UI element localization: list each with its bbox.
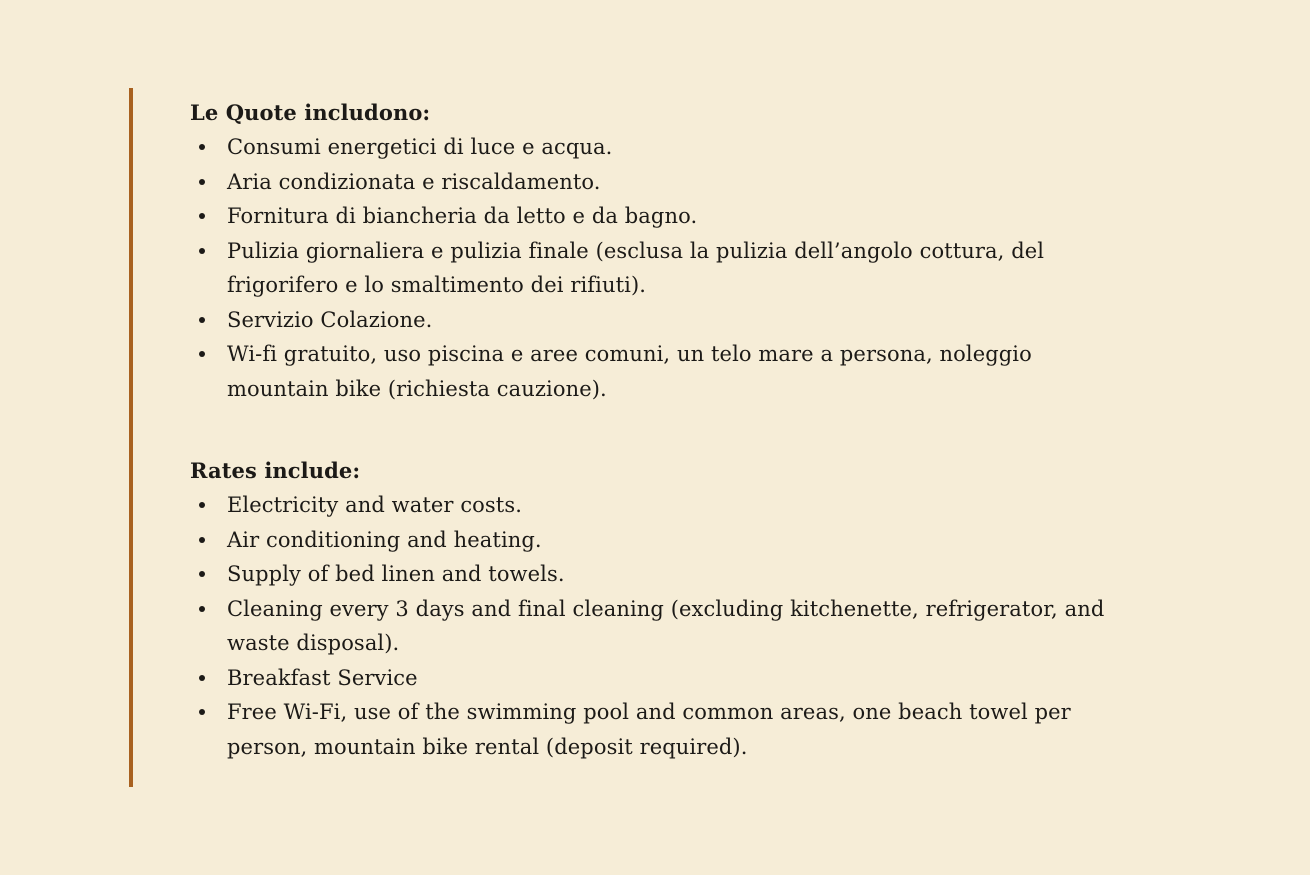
list-item-text: Servizio Colazione. <box>227 307 433 332</box>
list-item <box>190 523 1127 558</box>
list-item-text: Aria condizionata e riscaldamento. <box>227 169 601 194</box>
bullet-icon <box>199 144 205 150</box>
rates-quote-block <box>129 88 1129 787</box>
bullet-icon <box>199 537 205 543</box>
list-item <box>190 661 1127 696</box>
list-item-text: Cleaning every 3 days and final cleaning (excluding kitchenette, refrigerator, and waste disposal). <box>227 596 1105 655</box>
list-item-text: Air conditioning and heating. <box>227 527 542 552</box>
list-item <box>190 165 1127 200</box>
italian-list <box>190 130 1129 406</box>
bullet-icon <box>199 502 205 508</box>
list-item <box>190 303 1127 338</box>
italian-heading: Le Quote includono: <box>190 100 431 125</box>
bullet-icon <box>199 317 205 323</box>
bullet-icon <box>199 709 205 715</box>
list-item-text: Fornitura di biancheria da letto e da bagno. <box>227 204 698 228</box>
english-heading: Rates include: <box>190 458 361 483</box>
list-item <box>190 557 1127 592</box>
italian-section <box>190 96 1129 406</box>
bullet-icon <box>199 213 205 219</box>
list-item-text: Free Wi-Fi, use of the swimming pool and common areas, one beach towel per person, mountain bike rental (deposit required). <box>227 700 1071 759</box>
english-section <box>190 454 1129 764</box>
list-item-text: Consumi energetici di luce e acqua. <box>227 135 613 159</box>
list-item <box>190 234 1127 303</box>
list-item-text: Breakfast Service <box>227 665 418 690</box>
list-item-text: Supply of bed linen and towels. <box>227 562 565 586</box>
bullet-icon <box>199 248 205 254</box>
list-item <box>190 337 1127 406</box>
list-item-text: Wi-fi gratuito, uso piscina e aree comuni, un telo mare a persona, noleggio mountain bike (richiesta cauzione). <box>227 342 1032 401</box>
bullet-icon <box>199 179 205 185</box>
list-item <box>190 199 1127 234</box>
bullet-icon <box>199 675 205 681</box>
bullet-icon <box>199 351 205 357</box>
bullet-icon <box>199 606 205 612</box>
list-item <box>190 695 1127 764</box>
list-item <box>190 488 1127 523</box>
list-item-text: Electricity and water costs. <box>227 493 522 517</box>
list-item-text: Pulizia giornaliera e pulizia finale (esclusa la pulizia dell’angolo cottura, del frigorifero e lo smaltimento dei rifiuti). <box>227 238 1045 297</box>
list-item <box>190 130 1127 165</box>
list-item <box>190 592 1127 661</box>
english-list <box>190 488 1129 764</box>
bullet-icon <box>199 571 205 577</box>
